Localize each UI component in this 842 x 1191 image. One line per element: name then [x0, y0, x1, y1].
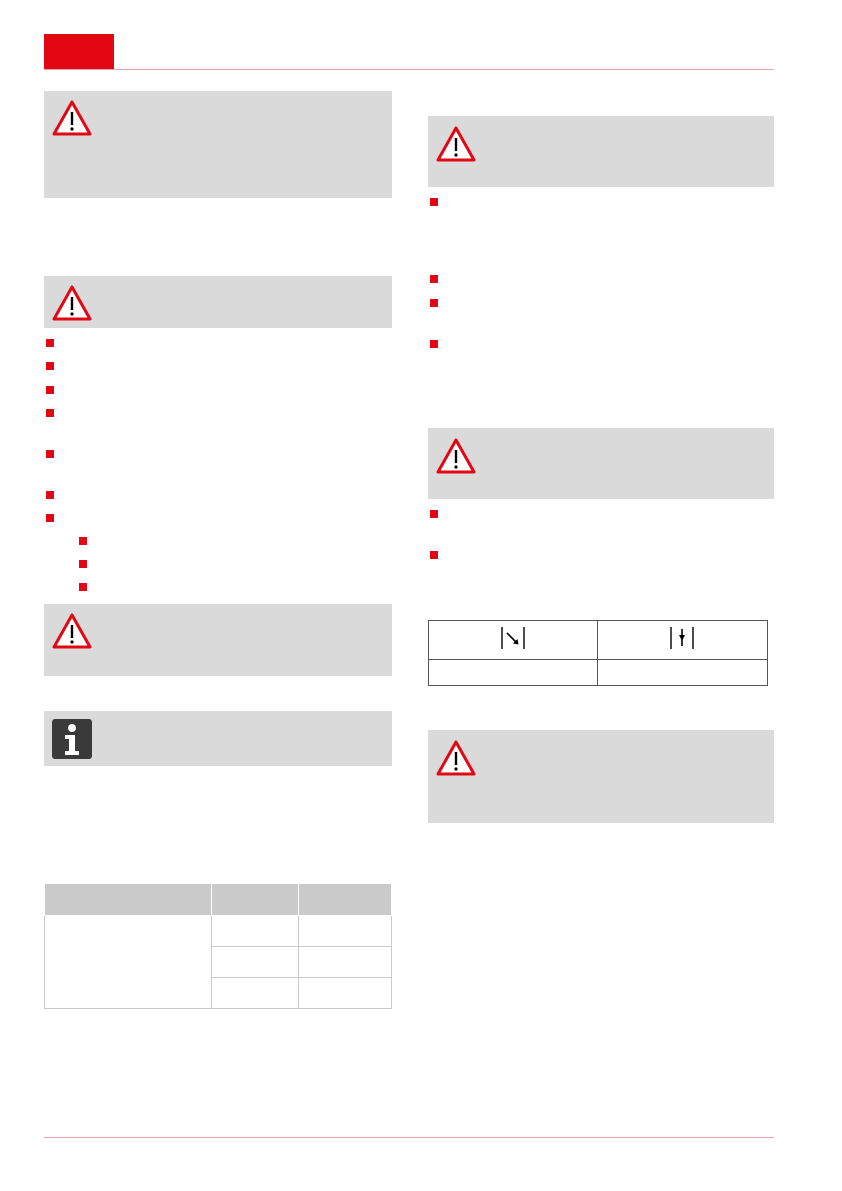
bullet-square-icon	[430, 275, 438, 283]
bullet-square-icon	[46, 362, 54, 370]
bullet-square-icon	[430, 551, 438, 559]
bullet-square-icon	[79, 583, 87, 591]
warning-note-box	[44, 91, 392, 198]
bullet-square-icon	[46, 514, 54, 522]
table-header-cell	[429, 621, 598, 660]
bullet-square-icon	[430, 198, 438, 206]
bullet-square-icon	[430, 510, 438, 518]
warning-triangle-icon	[435, 739, 477, 777]
bullet-square-icon	[79, 560, 87, 568]
table-header-cell	[45, 884, 212, 916]
table-header-cell	[212, 884, 299, 916]
table-cell	[298, 947, 391, 978]
table-cell	[212, 916, 299, 947]
warning-note-box	[428, 428, 774, 499]
bullet-square-icon	[46, 386, 54, 394]
bullet-square-icon	[430, 299, 438, 307]
warning-triangle-icon	[435, 437, 477, 475]
bullet-square-icon	[430, 340, 438, 348]
warning-note-box	[44, 604, 392, 676]
table-header-cell	[298, 884, 391, 916]
table-cell	[45, 916, 212, 1009]
vertical-arrow-between-bars-icon	[669, 625, 695, 651]
warning-note-box	[44, 276, 392, 328]
table-cell	[212, 978, 299, 1009]
header-color-tab	[44, 34, 114, 70]
info-icon	[52, 719, 92, 759]
data-table	[44, 883, 392, 1009]
footer-rule	[44, 1137, 774, 1138]
table-cell	[298, 978, 391, 1009]
tilted-arrow-between-bars-icon	[500, 625, 526, 651]
table-header-cell	[597, 621, 768, 660]
symbol-table	[428, 620, 768, 686]
table-cell	[212, 947, 299, 978]
bullet-square-icon	[79, 537, 87, 545]
bullet-square-icon	[46, 339, 54, 347]
warning-note-box	[428, 730, 774, 823]
bullet-square-icon	[46, 409, 54, 417]
table-cell	[429, 660, 598, 686]
bullet-square-icon	[46, 450, 54, 458]
warning-triangle-icon	[51, 284, 93, 322]
bullet-square-icon	[46, 491, 54, 499]
warning-note-box	[428, 116, 774, 187]
warning-triangle-icon	[51, 612, 93, 650]
table-cell	[298, 916, 391, 947]
table-cell	[597, 660, 768, 686]
warning-triangle-icon	[435, 125, 477, 163]
warning-triangle-icon	[51, 99, 93, 137]
header-rule	[44, 69, 774, 70]
info-note-box	[44, 711, 392, 766]
